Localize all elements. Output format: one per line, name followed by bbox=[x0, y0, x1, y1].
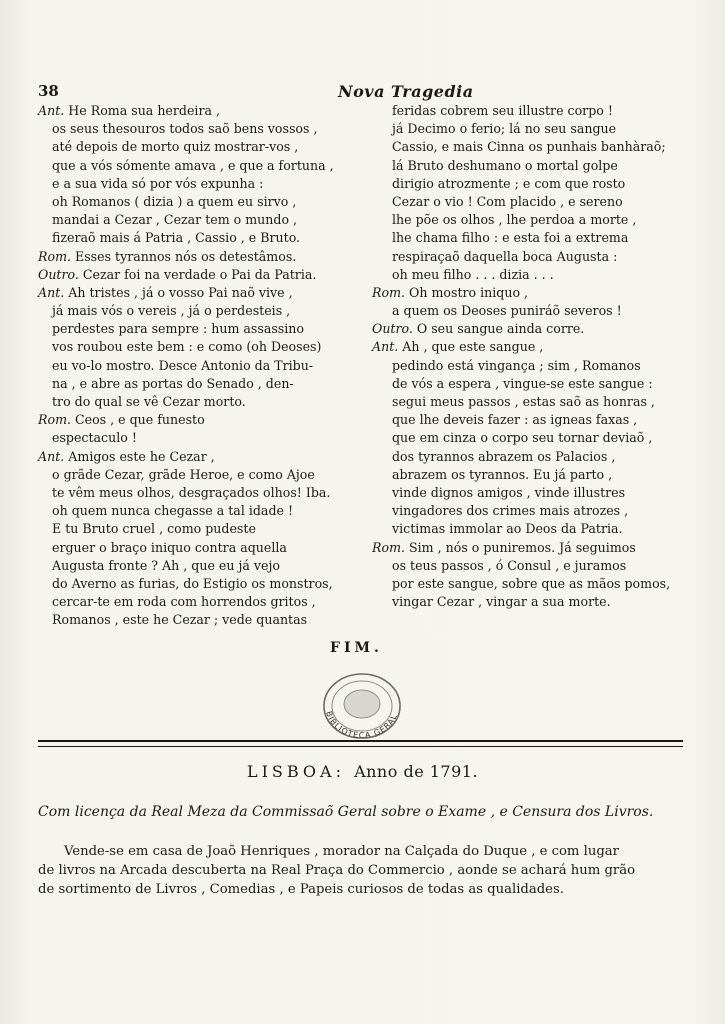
line-text: até depois de morto quiz mostrar-vos , bbox=[52, 139, 299, 155]
text-line bbox=[370, 502, 705, 520]
text-line bbox=[38, 266, 368, 284]
line-text: oh quem nunca chegasse a tal idade ! bbox=[52, 503, 294, 519]
text-line bbox=[370, 120, 705, 138]
line-text: de vós a espera , vingue-se este sangue : bbox=[392, 375, 653, 391]
line-text: o grãde Cezar, grãde Heroe, e como Ajoe bbox=[52, 466, 315, 482]
line-text: do Averno as furias, do Estigio os monstros, bbox=[52, 575, 333, 591]
line-text: que em cinza o corpo seu tornar deviaõ , bbox=[392, 430, 653, 446]
line-text: Cezar foi na verdade o Pai da Patria. bbox=[82, 266, 317, 282]
line-text: oh meu filho . . . dizia . . . bbox=[392, 266, 554, 282]
text-line bbox=[38, 338, 368, 356]
text-line bbox=[38, 320, 368, 338]
text-line bbox=[370, 557, 705, 575]
text-line bbox=[38, 411, 368, 429]
text-line bbox=[38, 575, 368, 593]
line-text: Amigos este he Cezar , bbox=[68, 448, 215, 464]
imprint-line bbox=[0, 762, 725, 781]
line-text: Sim , nós o puniremos. Já seguimos bbox=[409, 539, 636, 555]
text-line bbox=[370, 302, 705, 320]
line-text: cercar-te em roda com horrendos gritos , bbox=[52, 594, 316, 610]
speaker-label: Rom. bbox=[372, 284, 406, 300]
speaker-label: Rom. bbox=[38, 248, 72, 264]
line-text: O seu sangue ainda corre. bbox=[416, 321, 585, 337]
text-line bbox=[38, 448, 368, 466]
text-line bbox=[370, 575, 705, 593]
speaker-label: Ant. bbox=[372, 339, 399, 355]
speaker-label: Ant. bbox=[38, 103, 65, 118]
line-text: os seus thesouros todos saõ bens vossos , bbox=[52, 121, 318, 137]
line-text: tro do qual se vê Cezar morto. bbox=[52, 394, 246, 409]
page-number: 38 bbox=[38, 82, 59, 100]
end-mark: FIM. bbox=[330, 640, 383, 656]
text-line bbox=[370, 429, 705, 447]
text-line bbox=[370, 229, 705, 247]
line-text: oh Romanos ( dizia ) a quem eu sirvo , bbox=[52, 193, 297, 209]
line-text: vingar Cezar , vingar a sua morte. bbox=[392, 594, 611, 610]
line-text: mandai a Cezar , Cezar tem o mundo , bbox=[52, 212, 298, 228]
text-line bbox=[38, 102, 368, 120]
text-line bbox=[370, 138, 705, 156]
speaker-label: Rom. bbox=[38, 412, 72, 428]
text-line bbox=[370, 448, 705, 466]
text-line bbox=[370, 375, 705, 393]
text-line bbox=[370, 357, 705, 375]
speaker-label: Outro. bbox=[38, 266, 79, 282]
line-text: erguer o braço iniquo contra aquella bbox=[52, 539, 287, 555]
text-line bbox=[38, 211, 368, 229]
text-line bbox=[370, 520, 705, 538]
line-text: feridas cobrem seu illustre corpo ! bbox=[392, 103, 613, 118]
line-text: os teus passos , ó Consul , e juramos bbox=[392, 557, 627, 573]
text-line bbox=[38, 520, 368, 538]
text-line bbox=[38, 539, 368, 557]
text-line bbox=[38, 157, 368, 175]
sale-notice bbox=[38, 842, 688, 899]
line-text: já Decimo o ferio; lá no seu sangue bbox=[392, 121, 617, 137]
line-text: já mais vós o vereis , já o perdesteis , bbox=[52, 303, 291, 319]
text-line bbox=[38, 557, 368, 575]
text-line bbox=[38, 611, 368, 629]
line-text: que lhe deveis fazer : as igneas faxas , bbox=[392, 412, 638, 428]
license-notice: Com licença da Real Meza da Commissaõ Geral sobre o Exame , e Censura dos Livros. bbox=[38, 804, 654, 820]
line-text: Augusta fronte ? Ah , que eu já vejo bbox=[52, 557, 280, 573]
text-line bbox=[38, 284, 368, 302]
line-text: vingadores dos crimes mais atrozes , bbox=[392, 503, 629, 519]
text-line bbox=[38, 175, 368, 193]
line-text: fizeraõ mais á Patria , Cassio , e Bruto. bbox=[52, 230, 301, 246]
text-line bbox=[38, 593, 368, 611]
line-text: respiraçaõ daquella boca Augusta : bbox=[392, 248, 618, 264]
text-line bbox=[38, 229, 368, 247]
line-text: Esses tyrannos nós os detestâmos. bbox=[75, 248, 297, 264]
text-line bbox=[38, 466, 368, 484]
stamp-text: BIBLIOTECA GERAL bbox=[324, 710, 400, 741]
line-text: Cassio, e mais Cinna os punhais banhàraõ; bbox=[392, 139, 666, 155]
text-line bbox=[370, 248, 705, 266]
right-text-column bbox=[370, 102, 705, 611]
text-line bbox=[370, 102, 705, 120]
text-line bbox=[38, 502, 368, 520]
line-text: lhe chama filho : e esta foi a extrema bbox=[392, 230, 629, 246]
page-header bbox=[38, 82, 688, 104]
line-text: Ceos , e que funesto bbox=[75, 412, 205, 428]
line-text: vos roubou este bem : e como (oh Deoses) bbox=[52, 339, 322, 355]
line-text: espectaculo ! bbox=[52, 430, 137, 446]
library-stamp-icon bbox=[312, 668, 412, 748]
text-line bbox=[38, 484, 368, 502]
speaker-label: Ant. bbox=[38, 284, 65, 300]
text-line bbox=[370, 320, 705, 338]
line-text: Ah , que este sangue , bbox=[402, 339, 544, 355]
line-text: e a sua vida só por vós expunha : bbox=[52, 175, 264, 191]
text-line bbox=[370, 266, 705, 284]
line-text: a quem os Deoses puniráõ severos ! bbox=[392, 303, 622, 319]
text-line bbox=[370, 393, 705, 411]
text-line bbox=[370, 284, 705, 302]
line-text: Ah tristes , já o vosso Pai naõ vive , bbox=[68, 284, 293, 300]
text-line bbox=[370, 539, 705, 557]
imprint-year: Anno de 1791. bbox=[354, 762, 479, 781]
text-line bbox=[370, 484, 705, 502]
line-text: pedindo está vingança ; sim , Romanos bbox=[392, 357, 641, 373]
line-text: na , e abre as portas do Senado , den- bbox=[52, 375, 294, 391]
line-text: lá Bruto deshumano o mortal golpe bbox=[392, 157, 618, 173]
text-line bbox=[370, 411, 705, 429]
text-line bbox=[38, 302, 368, 320]
imprint-city: LISBOA: bbox=[246, 762, 345, 781]
line-text: Oh mostro iniquo , bbox=[409, 284, 529, 300]
text-line bbox=[38, 393, 368, 411]
line-text: lhe põe os olhos , lhe perdoa a morte , bbox=[392, 212, 637, 228]
line-text: Cezar o vio ! Com placido , e sereno bbox=[392, 193, 623, 209]
text-line bbox=[38, 375, 368, 393]
left-text-column bbox=[38, 102, 368, 629]
text-line bbox=[38, 193, 368, 211]
sale-line: Vende-se em casa de Joaõ Henriques , morador na Calçada do Duque , e com lugar bbox=[64, 844, 619, 859]
text-line bbox=[370, 593, 705, 611]
speaker-label: Rom. bbox=[372, 539, 406, 555]
text-line bbox=[38, 120, 368, 138]
line-text: dirigio atrozmente ; e com que rosto bbox=[392, 175, 626, 191]
line-text: abrazem os tyrannos. Eu já parto , bbox=[392, 466, 613, 482]
running-title: Nova Tragedia bbox=[338, 82, 474, 101]
text-line bbox=[370, 466, 705, 484]
line-text: vinde dignos amigos , vinde illustres bbox=[392, 484, 626, 500]
line-text: segui meus passos , estas saõ as honras , bbox=[392, 394, 655, 409]
line-text: He Roma sua herdeira , bbox=[68, 103, 220, 118]
speaker-label: Ant. bbox=[38, 448, 65, 464]
sale-line: de sortimento de Livros , Comedias , e Papeis curiosos de todas as qualidades. bbox=[38, 882, 564, 897]
line-text: te vêm meus olhos, desgraçados olhos! Iba. bbox=[52, 484, 331, 500]
line-text: victimas immolar ao Deos da Patria. bbox=[392, 521, 623, 537]
line-text: perdestes para sempre : hum assassino bbox=[52, 321, 304, 337]
speaker-label: Outro. bbox=[372, 321, 413, 337]
text-line bbox=[38, 248, 368, 266]
text-line bbox=[370, 211, 705, 229]
end-section bbox=[0, 640, 725, 760]
text-line bbox=[370, 157, 705, 175]
text-line bbox=[38, 357, 368, 375]
line-text: por este sangue, sobre que as mãos pomos, bbox=[392, 575, 671, 591]
text-line bbox=[38, 429, 368, 447]
text-line bbox=[370, 338, 705, 356]
text-line bbox=[370, 193, 705, 211]
line-text: eu vo-lo mostro. Desce Antonio da Tribu- bbox=[52, 357, 314, 373]
sale-line: de livros na Arcada descuberta na Real Praça do Commercio , aonde se achará hum grão bbox=[38, 863, 636, 878]
text-line bbox=[370, 175, 705, 193]
line-text: dos tyrannos abrazem os Palacios , bbox=[392, 448, 616, 464]
line-text: Romanos , este he Cezar ; vede quantas bbox=[52, 612, 308, 628]
text-line bbox=[38, 138, 368, 156]
line-text: que a vós sómente amava , e que a fortuna , bbox=[52, 157, 334, 173]
section-rule bbox=[38, 740, 683, 747]
line-text: E tu Bruto cruel , como pudeste bbox=[52, 521, 256, 537]
